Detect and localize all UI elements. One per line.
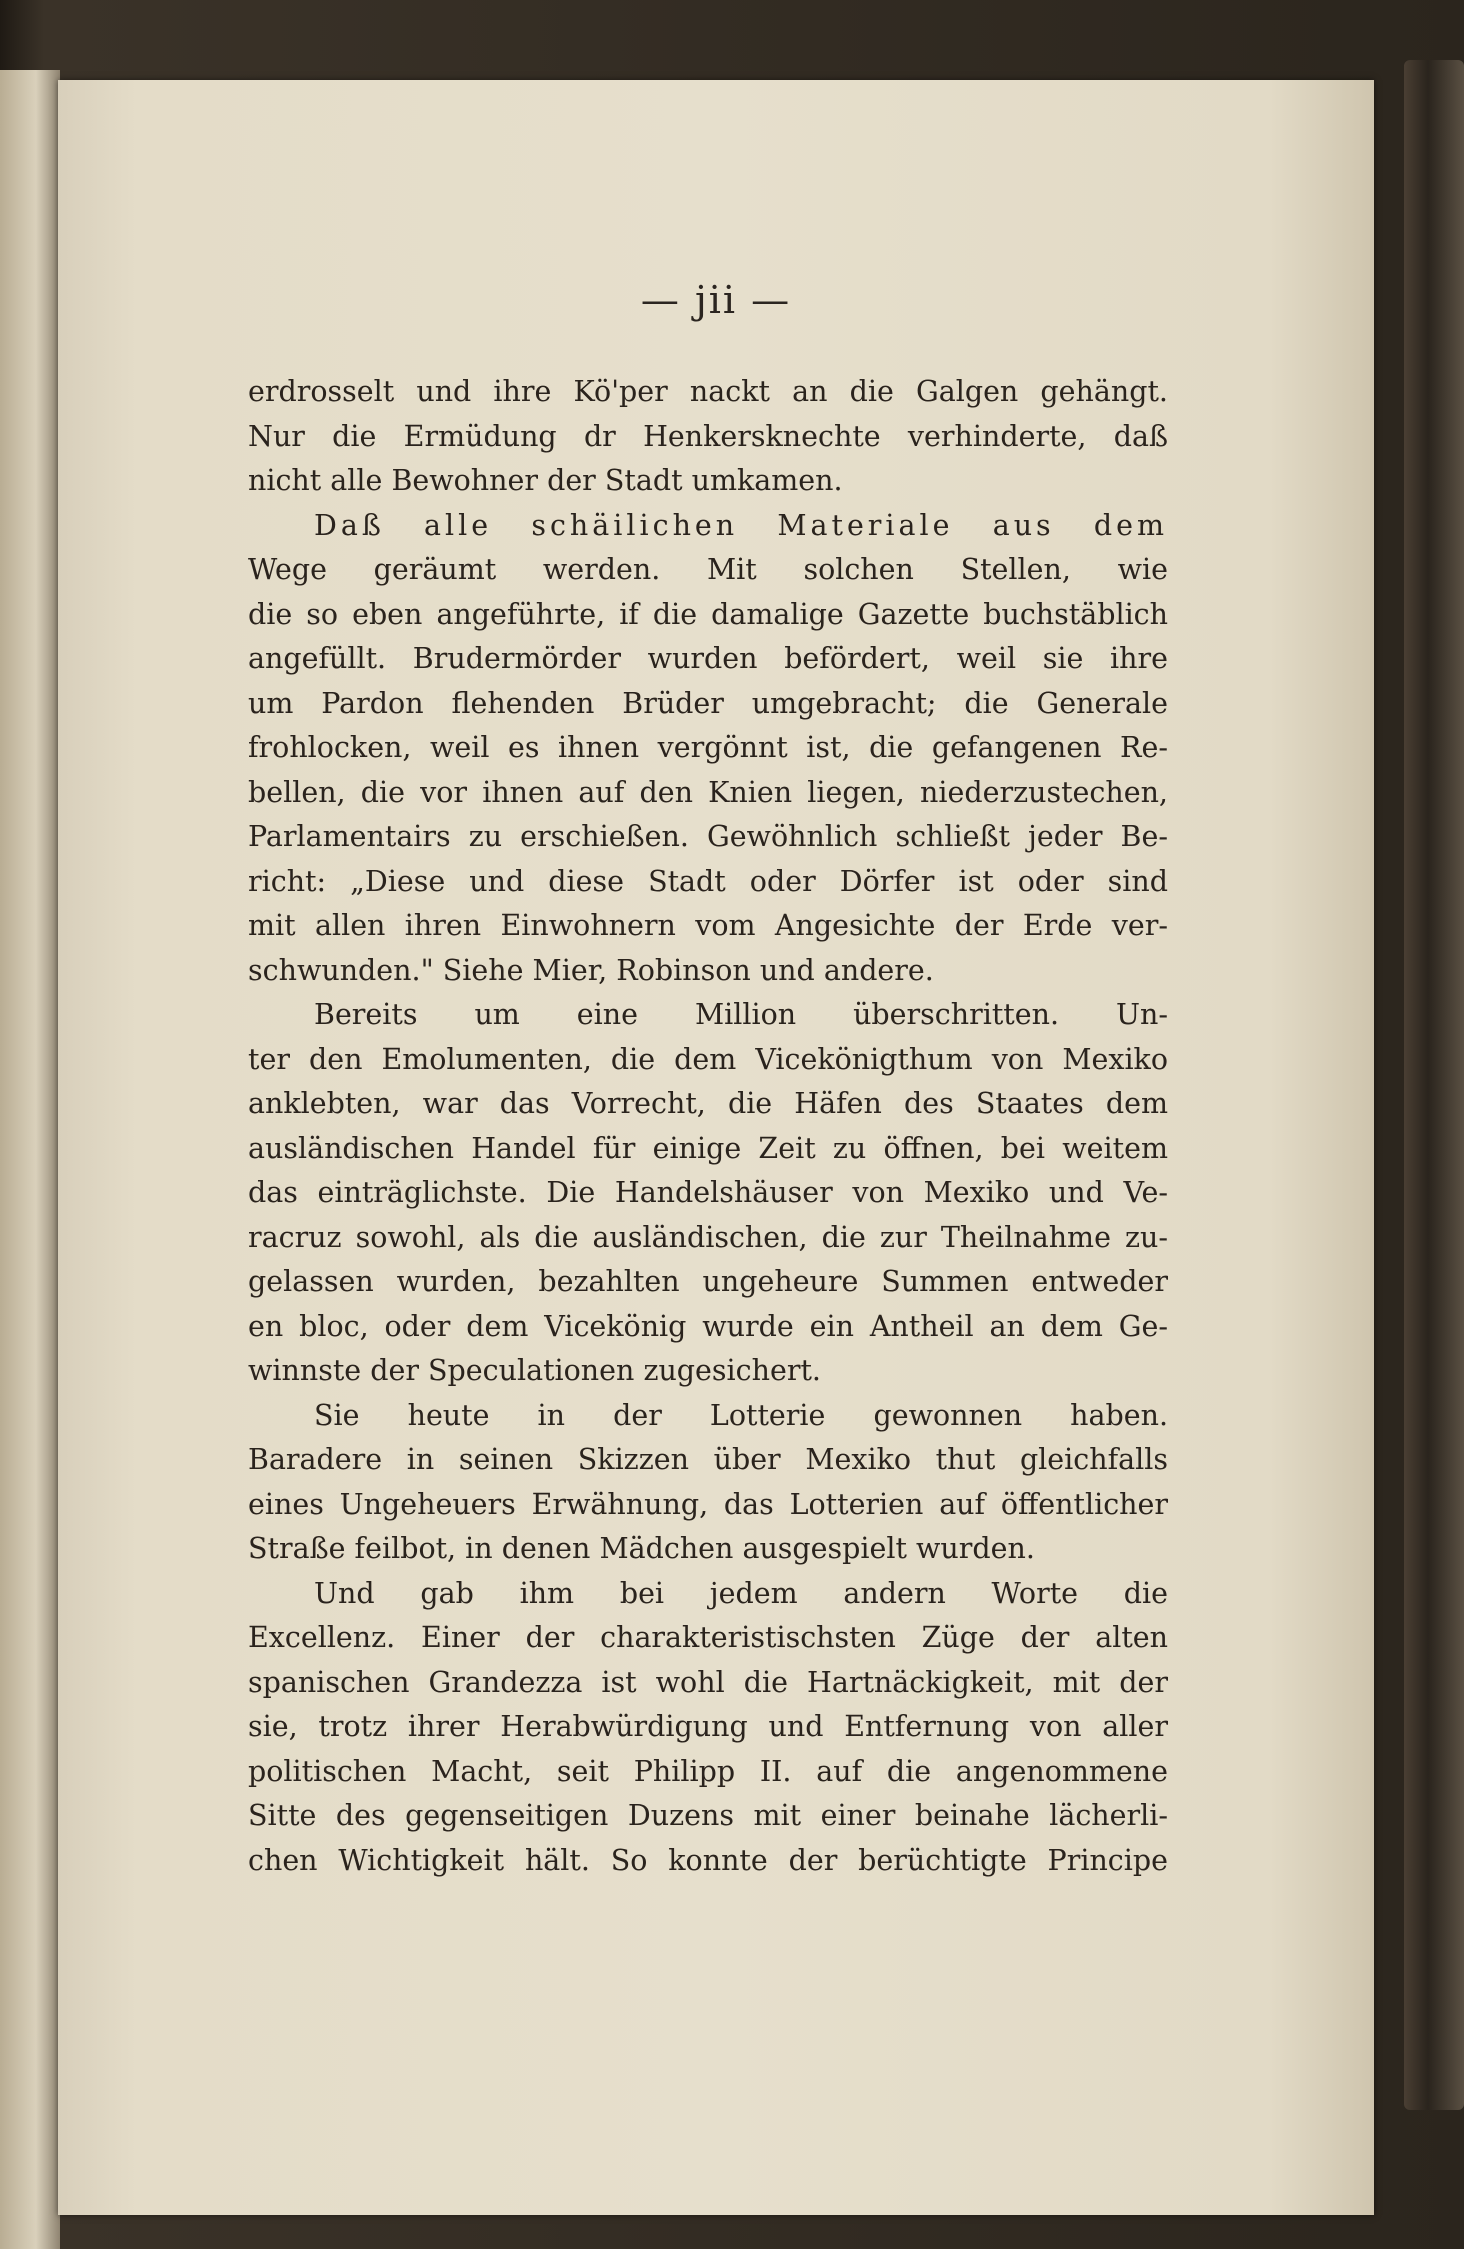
text-line: Excellenz. Einer der charakteristischsten Züge der alten: [248, 1621, 1168, 1654]
text-line: Sitte des gegenseitigen Duzens mit einer beinahe lächerli-: [248, 1799, 1168, 1832]
page-number: — jii —: [640, 278, 792, 322]
text-line: Und gab ihm bei jedem andern Worte die: [314, 1576, 1168, 1610]
text-line: bellen, die vor ihnen auf den Knien liegen, niederzustechen,: [248, 775, 1168, 809]
text-line: nicht alle Bewohner der Stadt umkamen.: [248, 464, 843, 497]
text-line: en bloc, oder dem Vicekönig wurde ein Antheil an dem Ge-: [248, 1309, 1168, 1343]
left-page-edge: [0, 70, 60, 2249]
body-text: [248, 370, 1168, 1883]
text-line: Daß alle schäilichen Materiale aus dem: [314, 508, 1168, 542]
text-line: angefüllt. Brudermörder wurden befördert, weil sie ihre: [248, 642, 1168, 675]
text-line: ausländischen Handel für einige Zeit zu öffnen, bei weitem: [248, 1131, 1168, 1165]
text-line: Straße feilbot, in denen Mädchen ausgespielt wurden.: [248, 1532, 1035, 1565]
text-line: ter den Emolumenten, die dem Vicekönigthum von Mexiko: [248, 1042, 1168, 1076]
book-spine: [1404, 60, 1464, 2110]
text-line: politischen Macht, seit Philipp II. auf die angenommene: [248, 1754, 1168, 1788]
text-line: winnste der Speculationen zugesichert.: [248, 1354, 821, 1387]
text-line: schwunden." Siehe Mier, Robinson und andere.: [248, 953, 934, 987]
text-line: racruz sowohl, als die ausländischen, die zur Theilnahme zu-: [248, 1220, 1168, 1254]
text-line: Parlamentairs zu erschießen. Gewöhnlich schließt jeder Be-: [248, 820, 1168, 853]
text-line: erdrosselt und ihre Kö'per nackt an die Galgen gehängt.: [248, 375, 1168, 408]
text-line: anklebten, war das Vorrecht, die Häfen des Staates dem: [248, 1087, 1168, 1120]
text-line: sie, trotz ihrer Herabwürdigung und Entfernung von aller: [248, 1710, 1168, 1743]
text-line: die so eben angeführte, if die damalige Gazette buchstäblich: [248, 597, 1168, 631]
text-line: gelassen wurden, bezahlten ungeheure Summen entweder: [248, 1265, 1168, 1298]
text-line: frohlocken, weil es ihnen vergönnt ist, die gefangenen Re-: [248, 731, 1168, 764]
text-line: richt: „Diese und diese Stadt oder Dörfer ist oder sind: [248, 864, 1168, 898]
text-line: spanischen Grandezza ist wohl die Hartnäckigkeit, mit der: [248, 1665, 1168, 1699]
text-line: das einträglichste. Die Handelshäuser von Mexiko und Ve-: [248, 1176, 1168, 1209]
text-line: Bereits um eine Million überschritten. Un-: [314, 998, 1168, 1031]
text-line: Sie heute in der Lotterie gewonnen haben.: [314, 1398, 1168, 1432]
text-line: Nur die Ermüdung dr Henkersknechte verhinderte, daß: [248, 419, 1168, 453]
text-line: chen Wichtigkeit hält. So konnte der berüchtigte Principe: [248, 1843, 1168, 1877]
text-line: Wege geräumt werden. Mit solchen Stellen, wie: [248, 553, 1168, 586]
text-line: Baradere in seinen Skizzen über Mexiko thut gleichfalls: [248, 1443, 1168, 1476]
text-line: um Pardon flehenden Brüder umgebracht; die Generale: [248, 686, 1168, 720]
text-line: eines Ungeheuers Erwähnung, das Lotterien auf öffentlicher: [248, 1487, 1168, 1521]
text-line: mit allen ihren Einwohnern vom Angesichte der Erde ver-: [248, 909, 1168, 942]
book-page: [58, 80, 1374, 2215]
